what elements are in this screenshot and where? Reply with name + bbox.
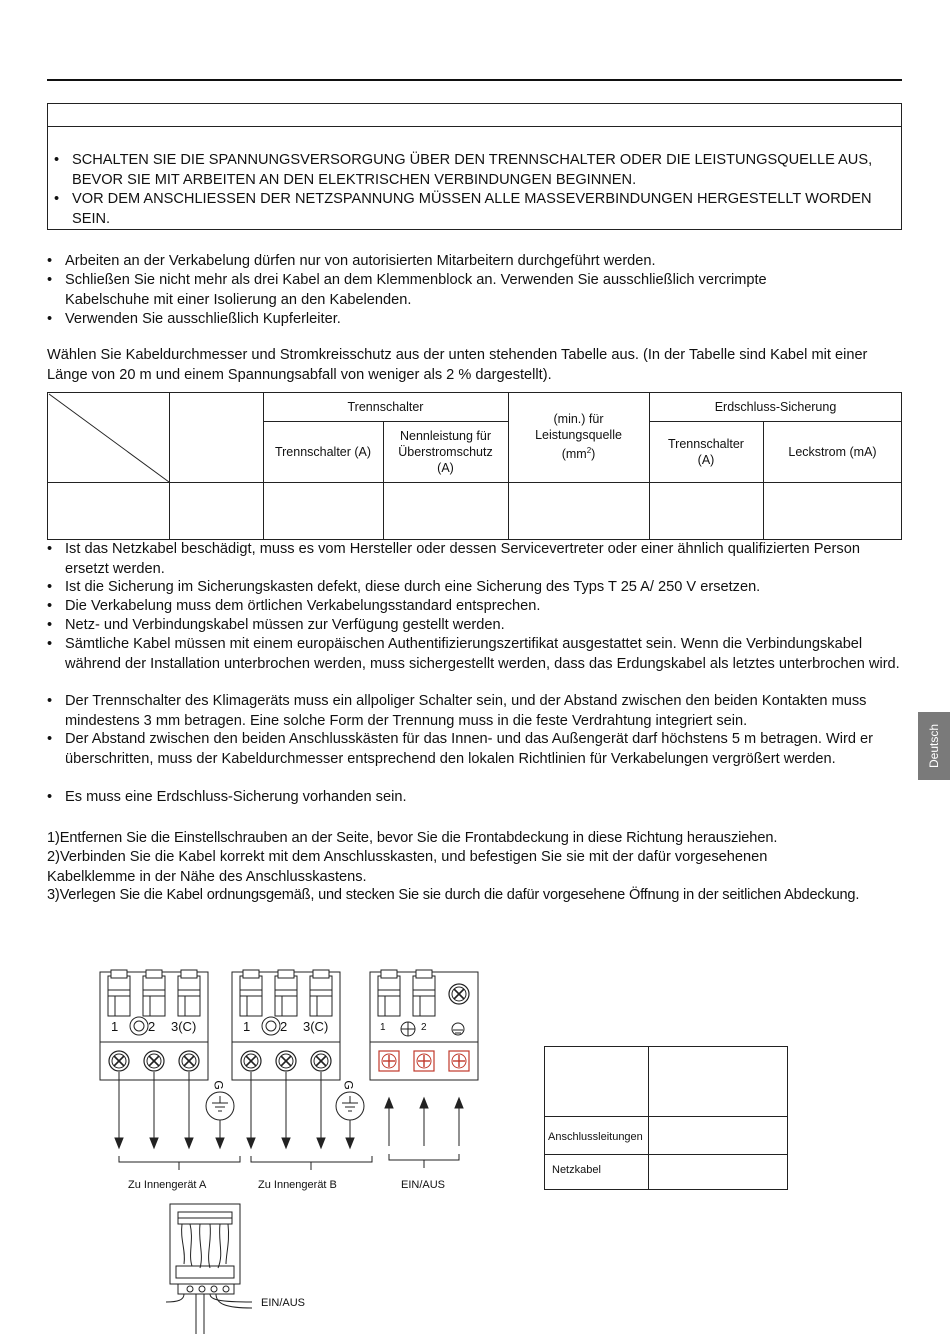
- label-ein-aus: EIN/AUS: [401, 1179, 446, 1191]
- terminal-a-2: 2: [148, 1019, 156, 1034]
- note-item: • Der Trennschalter des Klimageräts muss ein allpoliger Schalter sein, und der Abstand zwischen den beiden Kontakten muss mindestens 3 mm betragen. Eine solche Form der Trennung muss in die feste Verdrahtung integriert sein.: [47, 693, 867, 729]
- note-item: • Ist die Sicherung im Sicherungskasten defekt, diese durch eine Sicherung des Typs T 25 A/ 250 V ersetzen.: [47, 579, 761, 595]
- unit-terminal-diagram: [160, 1200, 260, 1334]
- table-intro: Wählen Sie Kabeldurchmesser und Stromkreisschutz aus der unten stehenden Tabelle aus. (In der Tabelle sind Kabel mit einer Länge von 20 m und einem Spannungsabfall von weniger als 2 % dargestellt).: [47, 347, 868, 383]
- note-item: • Schließen Sie nicht mehr als drei Kabel an dem Klemmenblock an. Verwenden Sie ausschließlich vercrimpte Kabelschuhe mit einer Isolierung an den Kabelenden.: [47, 272, 767, 308]
- col-erd-trennschalter: Trennschalter (A): [668, 436, 744, 467]
- language-tab-label: Deutsch: [927, 723, 941, 769]
- step-1: 1)Entfernen Sie die Einstellschrauben an der Seite, bevor Sie die Frontabdeckung in diese Richtung herausziehen.: [47, 830, 778, 846]
- step-2: 2)Verbinden Sie die Kabel korrekt mit dem Anschlusskasten, und befestigen Sie sie mit der dafür vorgesehenen Kabelklemme in der Nähe des Anschlusskastens.: [47, 849, 768, 885]
- terminal-a-3: 3(C): [171, 1019, 197, 1034]
- col-nennleistung: Nennleistung für Überstromschutz (A): [398, 428, 493, 475]
- ground-label-b: G: [341, 1080, 356, 1090]
- terminal-b-3: 3(C): [303, 1019, 329, 1034]
- warning-box-header: [48, 104, 901, 127]
- terminal-b-2: 2: [280, 1019, 288, 1034]
- col-group-trennschalter: Trennschalter: [347, 399, 424, 414]
- terminal-power-2: 2: [421, 1022, 427, 1033]
- label-innengeraet-a: Zu Innengerät A: [128, 1179, 207, 1191]
- terminal-b-1: 1: [243, 1019, 251, 1034]
- note-item: • Die Verkabelung muss dem örtlichen Verkabelungsstandard entsprechen.: [47, 598, 541, 614]
- col-leistungsquelle: (min.) für Leistungsquelle $(mm^2)$: [535, 412, 622, 462]
- col-group-erdschluss: Erdschluss-Sicherung: [714, 399, 837, 414]
- legend-anschlussleitungen: Anschlussleitungen: [548, 1131, 643, 1143]
- note-item: • Es muss eine Erdschluss-Sicherung vorhanden sein.: [47, 789, 407, 805]
- protection-table: [47, 392, 902, 540]
- ground-label-a: G: [211, 1080, 226, 1090]
- warning-box: [47, 103, 902, 230]
- note-item: • Ist das Netzkabel beschädigt, muss es vom Hersteller oder dessen Servicevertreter oder einer ähnlich qualifizierten Person ersetzt werden.: [47, 541, 860, 577]
- legend-netzkabel: Netzkabel: [552, 1164, 601, 1176]
- wiring-diagram: [90, 962, 490, 1192]
- label-innengeraet-b: Zu Innengerät B: [258, 1179, 337, 1191]
- step-3: 3)Verlegen Sie die Kabel ordnungsgemäß, und stecken Sie sie durch die dafür vorgesehene Öffnung in der seitlichen Abdeckung.: [47, 887, 860, 903]
- note-item: • Arbeiten an der Verkabelung dürfen nur von autorisierten Mitarbeitern durchgeführt werden.: [47, 253, 656, 269]
- legend-table: [544, 1046, 788, 1190]
- terminal-power-1: 1: [380, 1022, 386, 1033]
- col-leckstrom: Leckstrom (mA): [788, 444, 877, 459]
- warning-item: • SCHALTEN SIE DIE SPANNUNGSVERSORGUNG ÜBER DEN TRENNSCHALTER ODER DIE LEISTUNGSQUELLE AUS, BEVOR SIE MIT ARBEITEN AN DEN ELEKTRISCHEN VERBINDUNGEN BEGINNEN.: [54, 152, 873, 188]
- col-trennschalter-a: Trennschalter (A): [274, 444, 372, 459]
- note-item: • Der Abstand zwischen den beiden Anschlusskästen für das Innen- und das Außengerät darf höchstens 5 m betragen. Wird er überschritten, muss der Kabeldurchmesser entsprechend den lokalen Richtlinien für Verkabelungen vergrößert werden.: [47, 731, 873, 767]
- header-rule: [47, 79, 902, 81]
- terminal-a-1: 1: [111, 1019, 119, 1034]
- note-item: • Verwenden Sie ausschließlich Kupferleiter.: [47, 311, 341, 327]
- language-tab[interactable]: [918, 712, 950, 780]
- note-item: • Netz- und Verbindungskabel müssen zur Verfügung gestellt werden.: [47, 617, 505, 633]
- label-ein-aus-lower: EIN/AUS: [261, 1297, 306, 1309]
- note-item: • Sämtliche Kabel müssen mit einem europäischen Authentifizierungszertifikat ausgestattet sein. Wenn die Verbindungskabel während der Installation unterbrochen werden, muss sichergestellt werden, dass das Erdungskabel als letztes unterbrochen wird.: [47, 636, 900, 672]
- warning-item: • VOR DEM ANSCHLIESSEN DER NETZSPANNUNG MÜSSEN ALLE MASSEVERBINDUNGEN HERGESTELLT WORDEN SEIN.: [54, 191, 872, 227]
